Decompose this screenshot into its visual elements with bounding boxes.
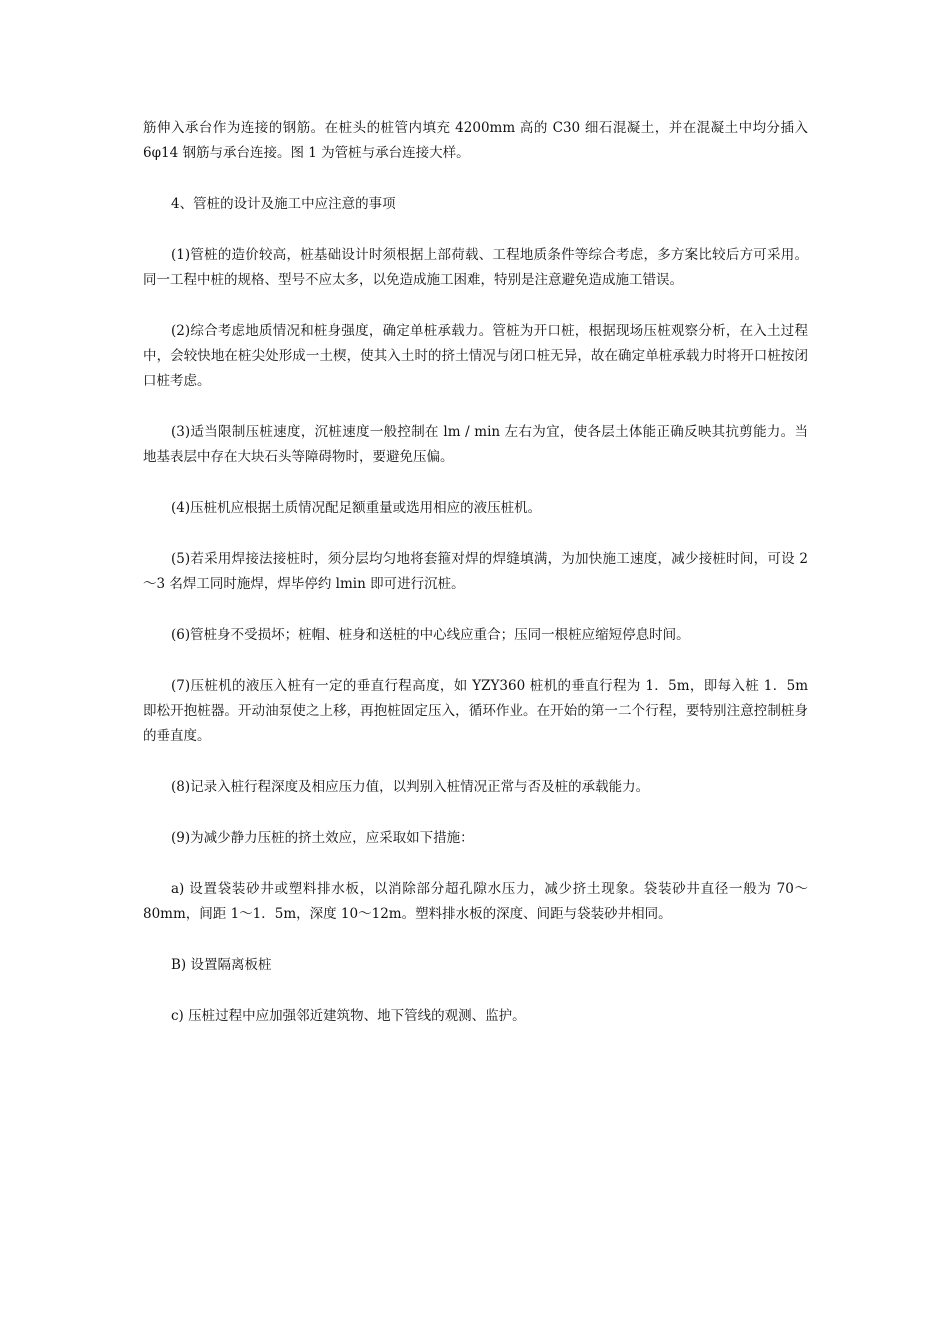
- document-page: [143, 116, 808, 1055]
- paragraph-item-8: (8)记录入桩行程深度及相应压力值，以判别入桩情况正常与否及桩的承载能力。: [171, 779, 650, 795]
- paragraph-item-7: (7)压桩机的液压入桩有一定的垂直行程高度，如 YZY360 桩机的垂直行程为 1．5m，即每入桩 1．5m 即松开抱桩器。开动油泵使之上移，再抱桩固定压入，循环作业。在开始的第一二个行程，要特别注意控制桩身的垂直度。: [143, 678, 808, 744]
- paragraph-item-9: (9)为减少静力压桩的挤土效应，应采取如下措施：: [171, 830, 474, 846]
- paragraph-subitem-b: B) 设置隔离板桩: [171, 957, 272, 973]
- paragraph-item-4: (4)压桩机应根据土质情况配足额重量或选用相应的液压桩机。: [171, 500, 542, 516]
- paragraph-item-5: (5)若采用焊接法接桩时，须分层均匀地将套箍对焊的焊缝填满，为加快施工速度，减少接桩时间，可设 2～3 名焊工同时施焊，焊毕停约 lmin 即可进行沉桩。: [143, 551, 808, 592]
- paragraph-item-3: (3)适当限制压桩速度，沉桩速度一般控制在 lm / min 左右为宜，使各层土体能正确反映其抗剪能力。当地基表层中存在大块石头等障碍物时，要避免压偏。: [143, 424, 808, 465]
- paragraph-item-6: (6)管桩身不受损坏；桩帽、桩身和送桩的中心线应重合；压同一根桩应缩短停息时间。: [171, 627, 690, 643]
- paragraph-item-1: (1)管桩的造价较高，桩基础设计时须根据上部荷载、工程地质条件等综合考虑，多方案比较后方可采用。同一工程中桩的规格、型号不应太多，以免造成施工困难，特别是注意避免造成施工错误。: [143, 247, 808, 288]
- paragraph-item-2: (2)综合考虑地质情况和桩身强度，确定单桩承载力。管桩为开口桩，根据现场压桩观察分析，在入土过程中，会较快地在桩尖处形成一土楔，使其入土时的挤土情况与闭口桩无异，故在确定单桩承载力时将开口桩按闭口桩考虑。: [143, 323, 808, 389]
- paragraph-subitem-a: a) 设置袋装砂井或塑料排水板，以消除部分超孔隙水压力，减少挤土现象。袋装砂井直径一般为 70～80mm，间距 1～1．5m，深度 10～12m。塑料排水板的深度、间距与袋装砂井相同。: [143, 881, 808, 922]
- section-heading: 4、管桩的设计及施工中应注意的事项: [171, 196, 396, 212]
- paragraph-continuation: 筋伸入承台作为连接的钢筋。在桩头的桩管内填充 4200mm 高的 C30 细石混凝土，并在混凝土中均分插入 6φ14 钢筋与承台连接。图 1 为管桩与承台连接大样。: [143, 120, 808, 161]
- paragraph-subitem-c: c) 压桩过程中应加强邻近建筑物、地下管线的观测、监护。: [171, 1008, 526, 1024]
